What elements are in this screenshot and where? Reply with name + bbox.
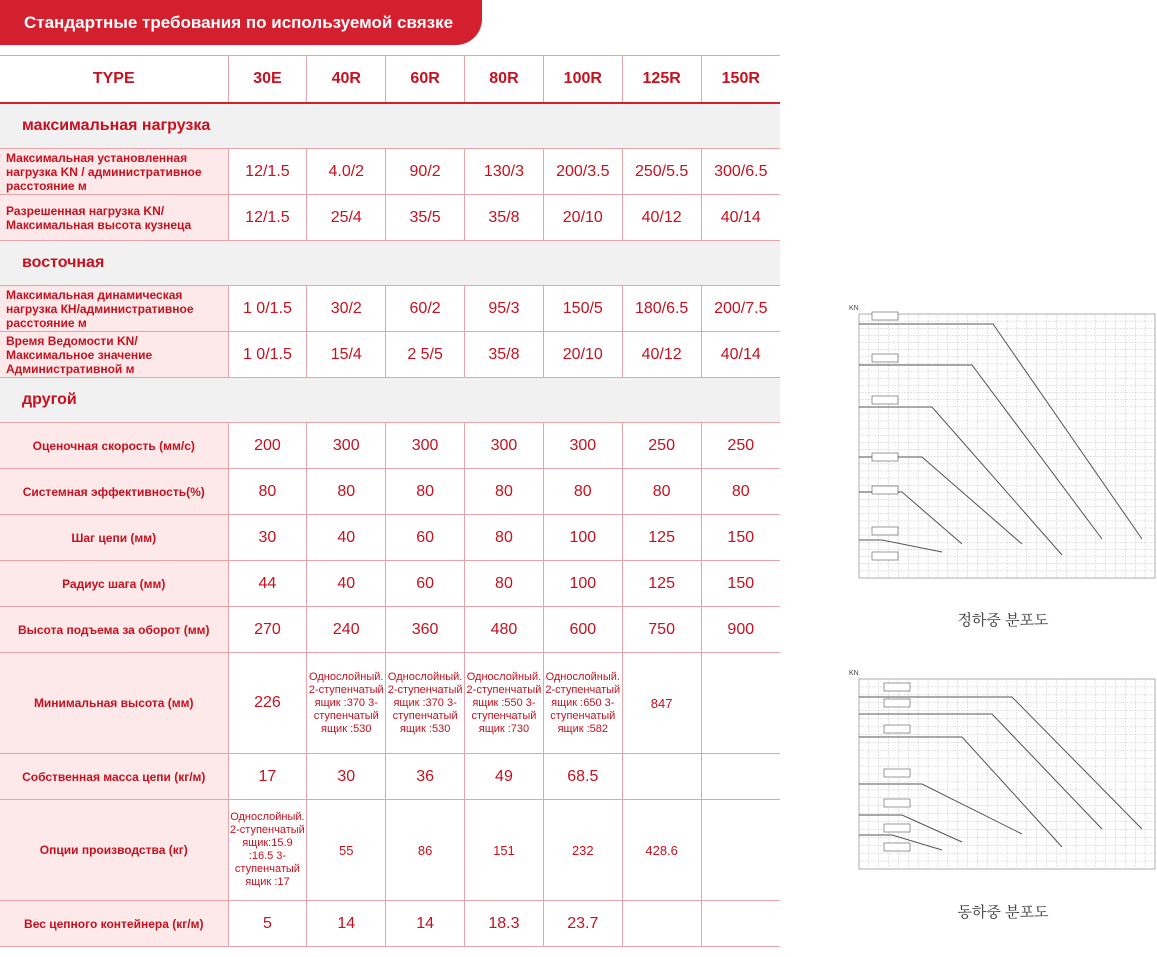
cell: 40/14 [701,195,780,241]
cell: 40 [307,515,386,561]
table-row [0,515,780,561]
cell: 25/4 [307,195,386,241]
cell: 100 [543,515,622,561]
cell: 35/8 [465,332,544,378]
cell: 90/2 [386,149,465,195]
table-row [0,286,780,332]
cell: 428.6 [622,800,701,901]
cell: 40/12 [622,332,701,378]
cell: 232 [543,800,622,901]
cell: 68.5 [543,754,622,800]
spec-table [0,55,780,947]
col-header: 80R [465,56,544,104]
cell: 86 [386,800,465,901]
type-header: TYPE [0,56,228,104]
cell: 150 [701,515,780,561]
cell: 12/1.5 [228,195,307,241]
curve-tag [884,824,910,832]
section-banner [0,0,482,45]
cell: 60 [386,561,465,607]
col-header: 100R [543,56,622,104]
cell: 360 [386,607,465,653]
cell: 14 [386,901,465,947]
row-label: Шаг цепи (мм) [0,515,228,561]
table-row [0,469,780,515]
cell: 480 [465,607,544,653]
cell: 2 5/5 [386,332,465,378]
cell: 55 [307,800,386,901]
table-row [0,561,780,607]
cell: 80 [701,469,780,515]
dynamic-chart-caption: 동하중 분포도 [957,904,1049,921]
row-label: Собственная масса цепи (кг/м) [0,754,228,800]
cell: 847 [622,653,701,754]
section-title: другой [0,378,780,423]
cell: 80 [543,469,622,515]
cell: 250/5.5 [622,149,701,195]
cell: 60/2 [386,286,465,332]
cell: 30/2 [307,286,386,332]
cell: Однослойный. 2-ступенчатый ящик :650 3-ступенчатый ящик :582 [543,653,622,754]
cell: 240 [307,607,386,653]
row-label: Вес цепного контейнера (кг/м) [0,901,228,947]
row-label: Высота подъема за оборот (мм) [0,607,228,653]
row-label: Опции производства (кг) [0,800,228,901]
cell: 600 [543,607,622,653]
cell: 300 [465,423,544,469]
cell: 80 [465,561,544,607]
cell: 300 [386,423,465,469]
section-row [0,241,780,286]
row-label: Минимальная высота (мм) [0,653,228,754]
dynamic-load-chart-svg [848,670,1156,877]
cell: 40/12 [622,195,701,241]
cell: 40/14 [701,332,780,378]
table-row [0,800,780,901]
table-row [0,653,780,754]
row-label: Радиус шага (мм) [0,561,228,607]
col-header: 150R [701,56,780,104]
table-row [0,332,780,378]
cell: 300 [307,423,386,469]
col-header: 30E [228,56,307,104]
curve-tag [884,725,910,733]
header-row [0,56,780,104]
curve-tag [884,683,910,691]
cell: 18.3 [465,901,544,947]
table-row [0,149,780,195]
col-header: 40R [307,56,386,104]
cell [701,653,780,754]
cell: 1 0/1.5 [228,332,307,378]
curve-tag [872,453,898,461]
cell: 17 [228,754,307,800]
curve-tag [884,769,910,777]
cell: 20/10 [543,332,622,378]
cell: 180/6.5 [622,286,701,332]
table-row [0,754,780,800]
row-label: Максимальная динамическая нагрузка КН/административное расстояние м [0,286,228,332]
cell: 30 [307,754,386,800]
axis-unit-label: KN [849,305,859,312]
cell: 300/6.5 [701,149,780,195]
cell: 15/4 [307,332,386,378]
dynamic-load-chart [848,670,1156,877]
cell: 12/1.5 [228,149,307,195]
col-header: 60R [386,56,465,104]
cell: 80 [465,469,544,515]
cell: Однослойный. 2-ступенчатый ящик :370 3-ступенчатый ящик :530 [307,653,386,754]
cell: 80 [622,469,701,515]
cell: Однослойный. 2-ступенчатый ящик:15.9 :16.5 3-ступенчатый ящик :17 [228,800,307,901]
row-label: Системная эффективность(%) [0,469,228,515]
curve-tag [872,312,898,320]
cell: Однослойный. 2-ступенчатый ящик :550 3-ступенчатый ящик :730 [465,653,544,754]
cell: 125 [622,515,701,561]
cell: 1 0/1.5 [228,286,307,332]
cell: 226 [228,653,307,754]
cell: 49 [465,754,544,800]
cell: 200/3.5 [543,149,622,195]
cell: 100 [543,561,622,607]
cell: 900 [701,607,780,653]
cell: 200 [228,423,307,469]
cell [701,901,780,947]
row-label: Максимальная установленная нагрузка KN / административное расстояние м [0,149,228,195]
cell: 4.0/2 [307,149,386,195]
cell: 95/3 [465,286,544,332]
section-title: максимальная нагрузка [0,103,780,149]
cell [701,754,780,800]
curve-tag [884,799,910,807]
curve-tag [872,527,898,535]
section-row [0,378,780,423]
curve-tag [872,396,898,404]
cell: 20/10 [543,195,622,241]
table-row [0,901,780,947]
cell [622,754,701,800]
row-label: Разрешенная нагрузка KN/ Максимальная высота кузнеца [0,195,228,241]
cell: 14 [307,901,386,947]
static-chart-caption: 정하중 분포도 [957,612,1049,629]
col-header: 125R [622,56,701,104]
cell: Однослойный. 2-ступенчатый ящик :370 3-ступенчатый ящик :530 [386,653,465,754]
curve-tag [872,486,898,494]
curve-tag [872,552,898,560]
cell: 150 [701,561,780,607]
curve-tag [884,843,910,851]
static-load-chart [848,305,1156,584]
cell: 80 [228,469,307,515]
cell: 130/3 [465,149,544,195]
curve-tag [884,699,910,707]
banner-title: Стандартные требования по используемой связке [24,13,454,32]
static-load-chart-svg [848,305,1156,584]
cell: 30 [228,515,307,561]
cell: 44 [228,561,307,607]
cell: 150/5 [543,286,622,332]
cell: 750 [622,607,701,653]
row-label: Оценочная скорость (мм/с) [0,423,228,469]
table-row [0,607,780,653]
section-row [0,103,780,149]
cell: 80 [465,515,544,561]
cell: 80 [307,469,386,515]
cell: 250 [622,423,701,469]
cell: 36 [386,754,465,800]
cell: 40 [307,561,386,607]
cell: 200/7.5 [701,286,780,332]
cell: 5 [228,901,307,947]
cell: 80 [386,469,465,515]
cell: 35/5 [386,195,465,241]
cell: 35/8 [465,195,544,241]
axis-unit-label: KN [849,670,859,677]
table-row [0,423,780,469]
table-row [0,195,780,241]
cell: 300 [543,423,622,469]
cell [622,901,701,947]
cell: 23.7 [543,901,622,947]
cell [701,800,780,901]
cell: 60 [386,515,465,561]
row-label: Время Ведомости KN/ Максимальное значение Административной м [0,332,228,378]
cell: 125 [622,561,701,607]
cell: 270 [228,607,307,653]
cell: 151 [465,800,544,901]
curve-tag [872,354,898,362]
section-title: восточная [0,241,780,286]
cell: 250 [701,423,780,469]
